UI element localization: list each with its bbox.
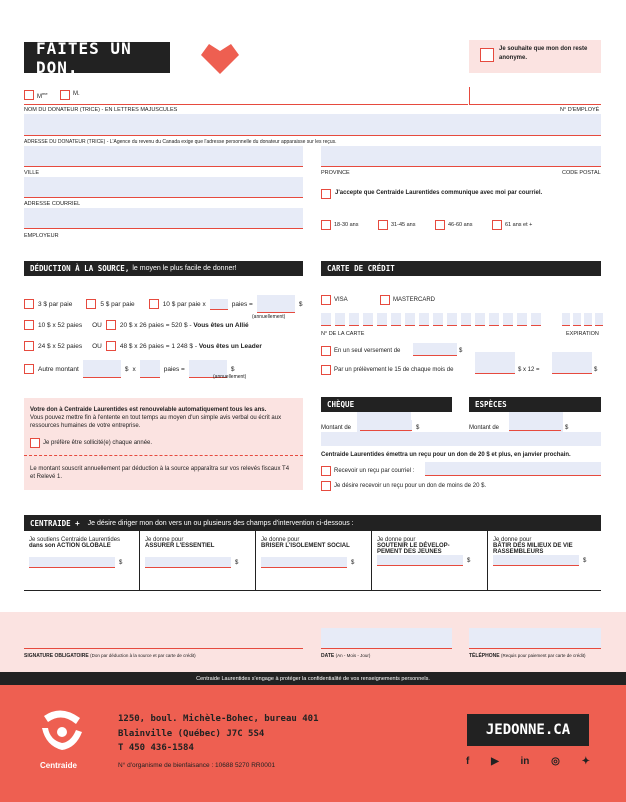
email-label: ADRESSE COURRIEL (24, 201, 81, 207)
direct-global-field[interactable] (29, 557, 115, 568)
receipt-email-checkbox[interactable] (321, 466, 331, 476)
province-label: PROVINCE (321, 170, 350, 176)
donor-name-field[interactable] (102, 89, 468, 105)
other-paies-label: paies = (163, 365, 185, 373)
age-46-60-checkbox[interactable] (435, 220, 445, 230)
footer-address2: Blainville (Québec) J7C 5S4 (118, 729, 265, 739)
p10-paies-label: paies = (231, 300, 253, 308)
expiry-label: EXPIRATION (566, 331, 599, 337)
centraide-logo-icon (36, 706, 86, 756)
title-mme-label: $M^{me}$ (37, 91, 48, 100)
expiry-digit-box[interactable] (573, 313, 581, 326)
direct-col-isolement: Je donne pour BRISER L'ISOLEMENT SOCIAL $ (256, 531, 372, 590)
expiry-digit-box[interactable] (595, 313, 603, 326)
p5-checkbox[interactable] (86, 299, 96, 309)
r2a-label: 10 $ x 52 paies (38, 321, 83, 329)
card-digit-box[interactable] (349, 313, 359, 326)
footer-charity: N° d'organisme de bienfaisance : 10688 5270 RR0001 (118, 762, 276, 769)
cheque-amount-field[interactable] (360, 420, 412, 431)
facebook-icon[interactable]: f (466, 756, 470, 767)
direct-essentiel-field[interactable] (145, 557, 231, 568)
single-amount-field[interactable] (413, 343, 457, 356)
age-61-label: 61 ans et + (505, 222, 533, 228)
phone-label: TÉLÉPHONE (Requis pour paiement par carte de crédit) (469, 653, 586, 659)
card-digit-box[interactable] (489, 313, 499, 326)
r3-ou: OU (92, 342, 102, 350)
p10-total-field[interactable] (257, 295, 295, 313)
age-46-60-label: 46-60 ans (448, 222, 473, 228)
r2-ou: OU (92, 321, 102, 329)
single-label: En un seul versement de (334, 348, 401, 354)
r3a-label: 24 $ x 52 paies (38, 342, 83, 350)
city-label: VILLE (24, 170, 39, 176)
employee-number-field[interactable] (469, 87, 601, 105)
card-digit-box[interactable] (503, 313, 513, 326)
card-digit-box[interactable] (461, 313, 471, 326)
notice-text: Le montant souscrit annuellement par déduction à la source apparaîtra sur vos relevés fiscaux T4 et Relevé 1. (30, 466, 290, 480)
monthly-label: Par un prélèvement le 15 de chaque mois de (334, 367, 454, 373)
linkedin-icon[interactable]: in (520, 756, 530, 767)
monthly-dollar: $ (594, 367, 598, 373)
title-m-checkbox[interactable] (60, 90, 70, 100)
receipt-email-label: Recevoir un reçu par courriel : (334, 468, 415, 474)
expiry-digit-box[interactable] (562, 313, 570, 326)
mastercard-checkbox[interactable] (380, 295, 390, 305)
p10-dollar: $ (298, 300, 303, 308)
card-digit-box[interactable] (377, 313, 387, 326)
card-digit-box[interactable] (433, 313, 443, 326)
mastercard-label: MASTERCARD (393, 297, 436, 303)
employer-label: EMPLOYEUR (24, 233, 59, 239)
p3-checkbox[interactable] (24, 299, 34, 309)
employee-number-label: N° D'EMPLOYÉ (560, 107, 600, 113)
cheque-header: CHÈQUE (321, 397, 452, 412)
signature-field[interactable] (24, 648, 303, 649)
direct-col-jeunes: Je donne pour SOUTENIR LE DÉVELOP-PEMENT DES JEUNES $ (372, 531, 488, 590)
deduction-header: DÉDUCTION À LA SOURCE, le moyen le plus facile de donner! (24, 261, 303, 276)
cash-amount-label: Montant de (469, 425, 500, 431)
card-digit-box[interactable] (335, 313, 345, 326)
card-digit-box[interactable] (475, 313, 485, 326)
page-title: FAITES UN DON. (24, 42, 170, 73)
direct-col-global: Je soutiens Centraide Laurentides dans son ACTION GLOBALE $ (24, 531, 140, 590)
monthly-checkbox[interactable] (321, 365, 331, 375)
card-number-field[interactable] (321, 313, 541, 326)
age-31-45-checkbox[interactable] (378, 220, 388, 230)
p3-label: 3 $ par paie (38, 300, 73, 308)
receipt-under-label: Je désire recevoir un reçu pour un don de moins de 20 $. (334, 483, 487, 489)
age-31-45-label: 31-45 ans (391, 222, 416, 228)
direct-col-essentiel: Je donne pour ASSURER L'ESSENTIEL $ (140, 531, 256, 590)
card-digit-box[interactable] (531, 313, 541, 326)
direct-milieux-field[interactable] (493, 555, 579, 566)
other-checkbox[interactable] (24, 364, 34, 374)
phone-field[interactable] (469, 628, 601, 649)
p5-label: 5 $ par paie (100, 300, 135, 308)
direct-columns (24, 531, 601, 591)
card-number-label: N° DE LA CARTE (321, 331, 365, 337)
monthly-total-field[interactable] (552, 352, 592, 374)
social-icons (466, 756, 590, 767)
single-dollar: $ (459, 348, 463, 354)
visa-checkbox[interactable] (321, 295, 331, 305)
address-label: ADRESSE DU DONATEUR (TRICE) - L'Agence du revenu du Canada exige que l'adresse personnelle du donateur apparaisse sur les reçus. (24, 139, 337, 145)
expiry-field[interactable] (562, 313, 603, 326)
consent-checkbox[interactable] (321, 189, 331, 199)
footer-address1: 1250, boul. Michèle-Bohec, bureau 401 (118, 714, 319, 724)
privacy-bar: Centraide Laurentides s'engage à protéger la confidentialité de vos renseignements personnels. (0, 672, 626, 685)
cash-header: ESPÈCES (469, 397, 601, 412)
other-annually: (annuellement) (213, 374, 247, 380)
direct-col-milieux: Je donne pour BÂTIR DES MILIEUX DE VIE RASSEMBLEURS $ (488, 531, 601, 590)
p10-paies-field[interactable] (210, 299, 228, 310)
card-digit-box[interactable] (419, 313, 429, 326)
card-digit-box[interactable] (321, 313, 331, 326)
heart-icon (199, 41, 241, 75)
direct-jeunes-field[interactable] (377, 555, 463, 566)
visa-label: VISA (334, 297, 348, 303)
single-checkbox[interactable] (321, 346, 331, 356)
signature-label: SIGNATURE OBLIGATOIRE (Don par déduction à la source et par carte de crédit) (24, 653, 196, 659)
other-x: x (132, 365, 136, 373)
r2b-label: 20 $ x 26 paies = 520 $ - Vous êtes un Allié (119, 321, 249, 329)
footer-logo-text: Centraide (40, 761, 77, 770)
date-label: DATE (An - Mois - Jour) (321, 653, 371, 659)
age-18-30-checkbox[interactable] (321, 220, 331, 230)
r3b-checkbox[interactable] (106, 341, 116, 351)
date-field[interactable] (321, 628, 452, 649)
other-label: Autre montant (38, 365, 79, 373)
expiry-digit-box[interactable] (584, 313, 592, 326)
cheque-amount-label: Montant de (321, 425, 352, 431)
youtube-icon[interactable]: ▶ (491, 756, 499, 767)
card-digit-box[interactable] (447, 313, 457, 326)
twitter-icon[interactable]: ✦ (581, 756, 590, 767)
province-field[interactable] (321, 146, 601, 167)
p10-annually: (annuellement) (252, 314, 286, 320)
other-total-dollar: $ (230, 365, 235, 373)
receipt-title: Centraide Laurentides émettra un reçu pour un don de 20 $ et plus, en janvier prochain. (321, 452, 571, 458)
r3b-label: 48 $ x 26 paies = 1 248 $ - Vous êtes un Leader (119, 342, 262, 350)
other-dollar: $ (124, 365, 129, 373)
monthly-x12: $ x 12 = (518, 367, 540, 373)
consent-label: J'accepte que Centraide Laurentides communique avec moi par courriel. (335, 190, 543, 196)
postal-code-label: CODE POSTAL (562, 170, 601, 176)
employer-field[interactable] (24, 208, 303, 229)
anonymous-checkbox[interactable] (480, 48, 494, 62)
direct-isolement-field[interactable] (261, 557, 347, 568)
jedonne-link[interactable]: JEDONNE.CA (467, 714, 589, 746)
card-digit-box[interactable] (405, 313, 415, 326)
title-m-label: M. (73, 91, 80, 97)
card-digit-box[interactable] (391, 313, 401, 326)
direct-header: CENTRAIDE + Je désire diriger mon don vers un ou plusieurs des champs d'intervention ci-dessous : (24, 515, 601, 531)
receipt-email-field[interactable] (425, 462, 601, 476)
p10-label: 10 $ par paie x (162, 300, 206, 308)
anonymous-label: Je souhaite que mon don reste anonyme. (499, 46, 588, 61)
prefer-label: Je préfère être sollicité(e) chaque année. (43, 440, 153, 446)
donor-name-label: NOM DU DONATEUR (TRICE) - EN LETTRES MAJUSCULES (24, 107, 178, 113)
other-amount-field[interactable] (83, 360, 121, 378)
instagram-icon[interactable]: ◎ (551, 756, 560, 767)
card-header: CARTE DE CRÉDIT (321, 261, 601, 276)
title-mme-checkbox[interactable] (24, 90, 34, 100)
cheque-dollar: $ (416, 425, 420, 431)
card-digit-box[interactable] (363, 313, 373, 326)
footer-phone: T 450 436-1584 (118, 743, 194, 753)
p10-checkbox[interactable] (149, 299, 159, 309)
card-digit-box[interactable] (517, 313, 527, 326)
monthly-amount-field[interactable] (475, 352, 515, 374)
prefer-checkbox[interactable] (30, 438, 40, 448)
receipt-under-checkbox[interactable] (321, 481, 331, 491)
age-61-checkbox[interactable] (492, 220, 502, 230)
address-field[interactable] (24, 114, 601, 136)
r2a-checkbox[interactable] (24, 320, 34, 330)
age-18-30-label: 18-30 ans (334, 222, 359, 228)
email-field[interactable] (24, 177, 303, 198)
city-field[interactable] (24, 146, 303, 167)
r2b-checkbox[interactable] (106, 320, 116, 330)
renewal-text: Votre don à Centraide Laurentides est renouvelable automatiquement tous les ans. Vous pouvez mettre fin à l'entente en tout temps au moyen d'un simple avis verbal ou écrit aux ressources humaines de votre entreprise. (30, 407, 282, 429)
cash-dollar: $ (565, 425, 569, 431)
other-paies-field[interactable] (140, 360, 160, 378)
cash-amount-field[interactable] (509, 420, 561, 431)
r3a-checkbox[interactable] (24, 341, 34, 351)
